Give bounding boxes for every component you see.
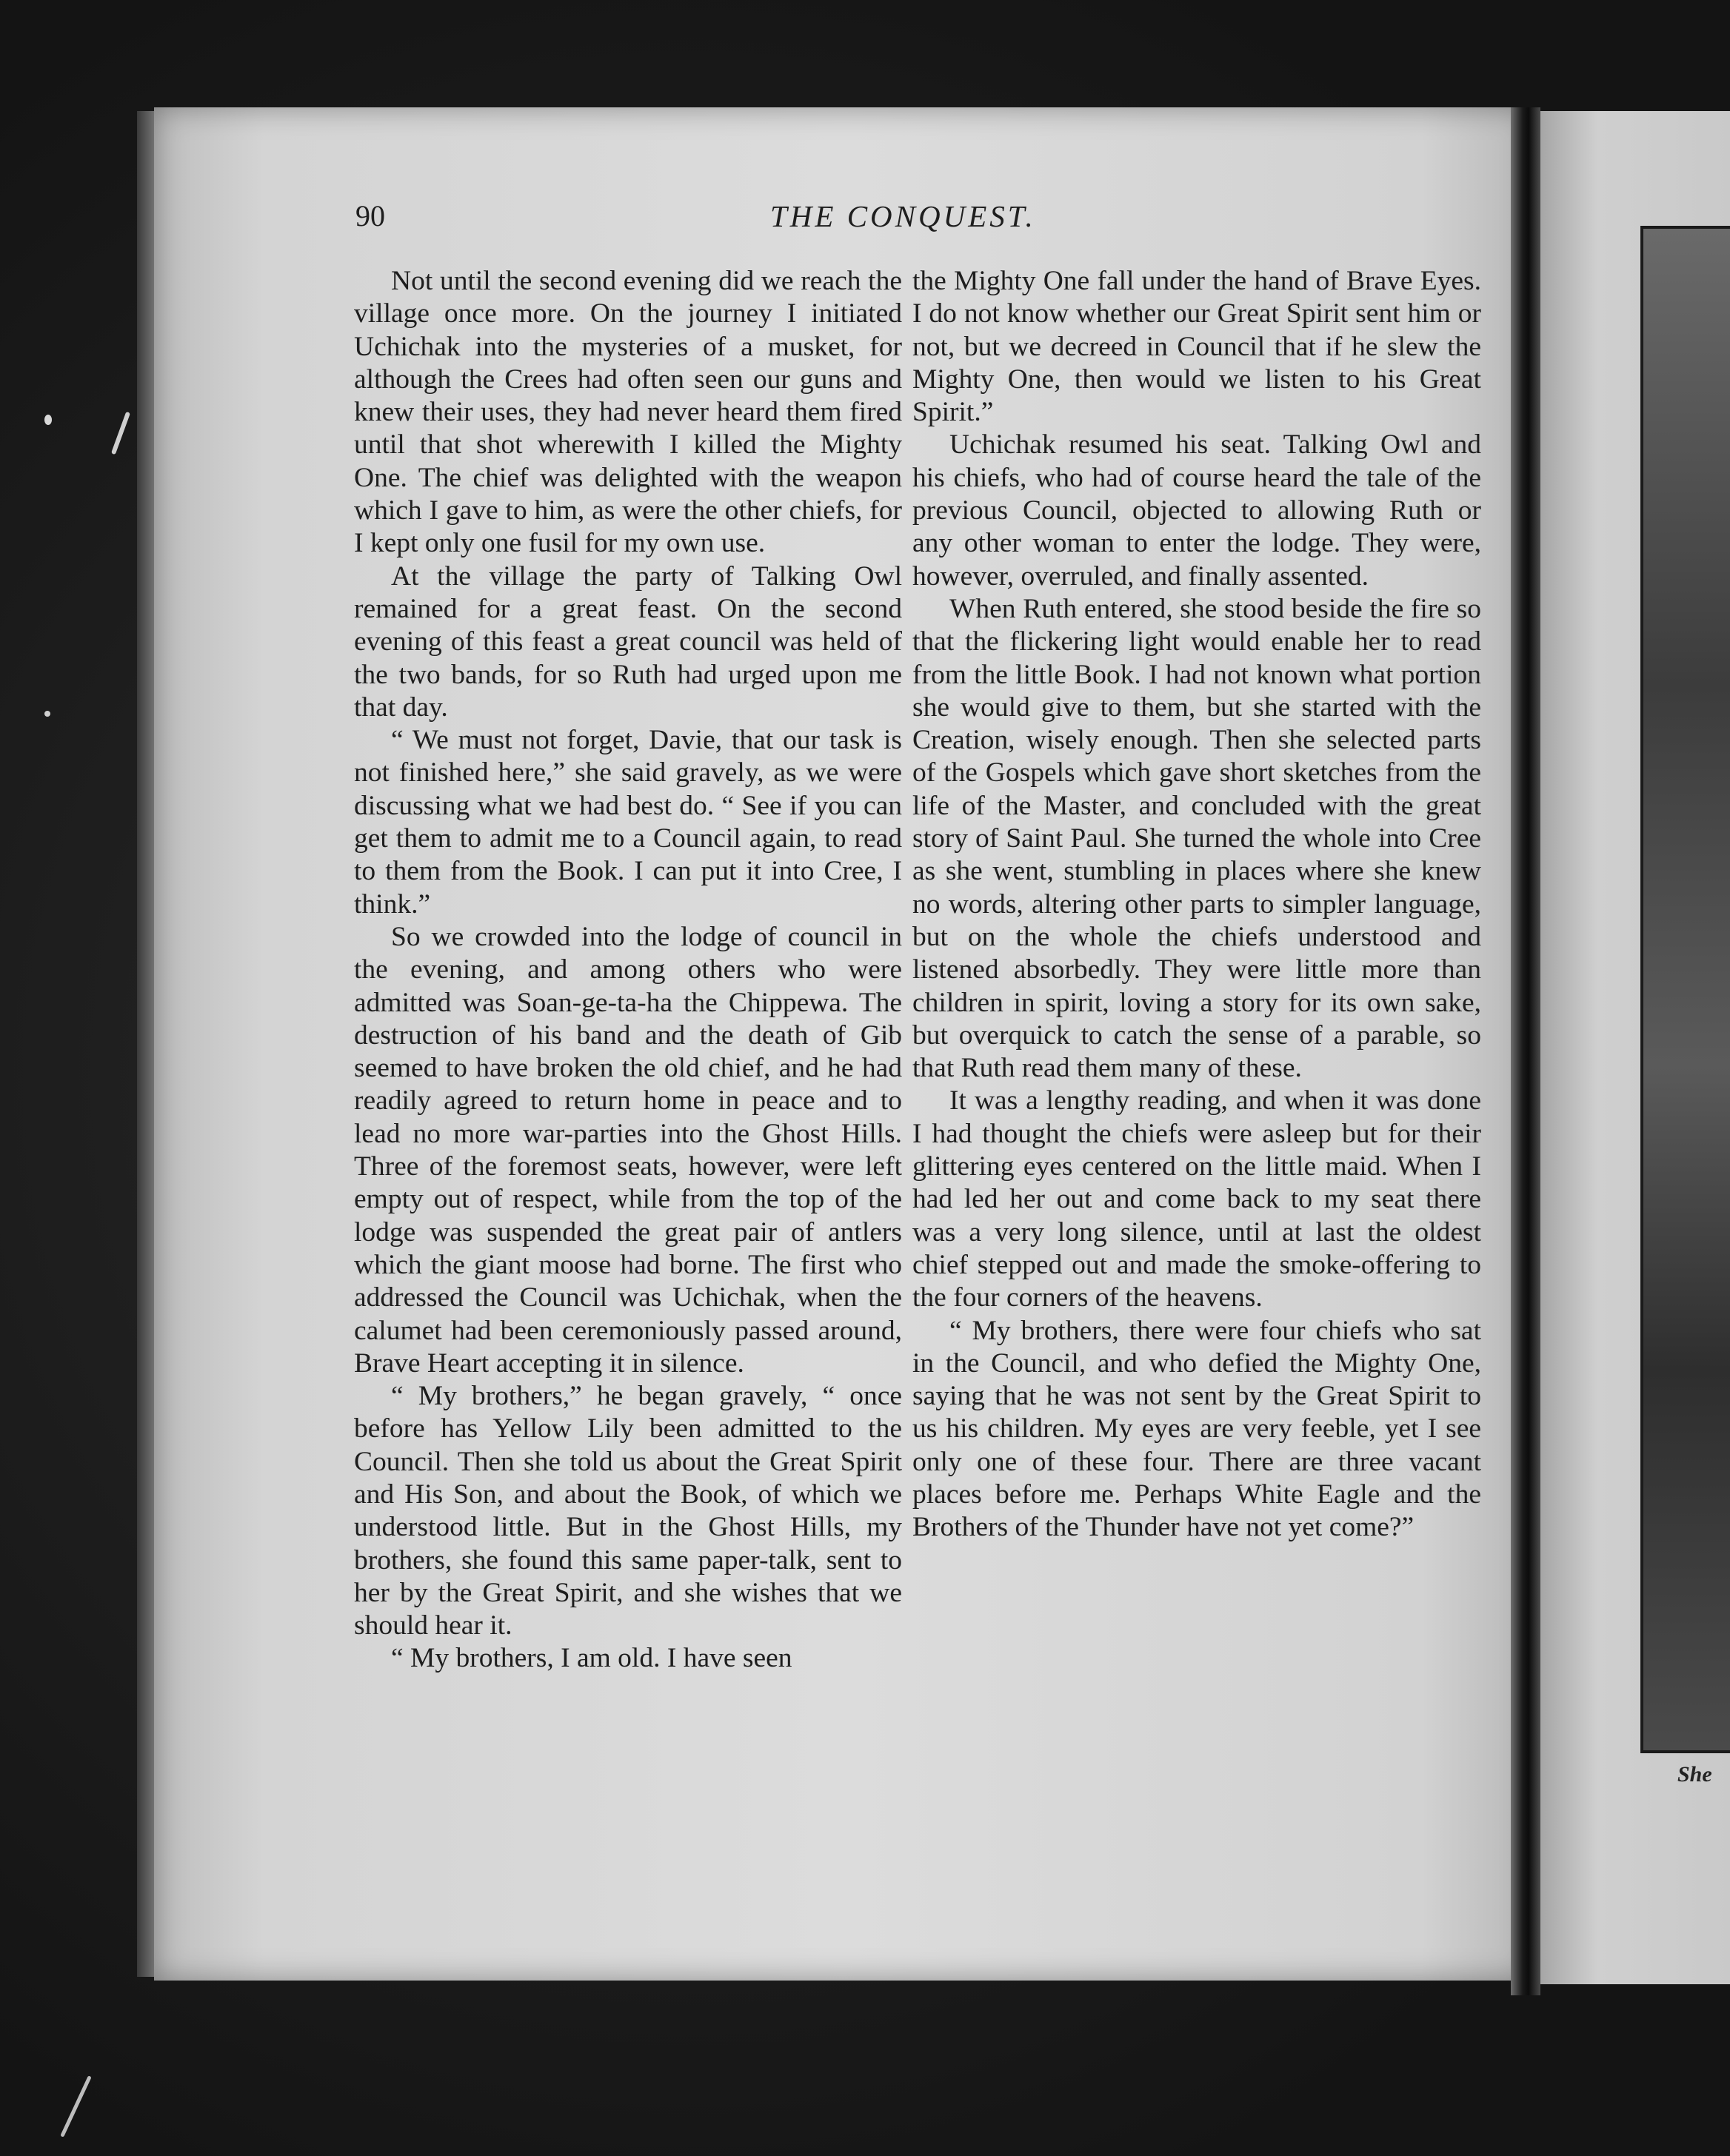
text-column-right <box>912 265 1481 1544</box>
film-speck <box>44 711 50 717</box>
illustration-caption: She <box>1677 1762 1712 1787</box>
paragraph: So we crowded into the lodge of council in the evening, and among others who were admitted was Soan-ge-ta-ha the Chippewa. The destruction of his band and the death of Gib seemed to have broken the old chief, and he had readily agreed to return home in peace and to lead no more war-parties into the Ghost Hills. Three of the foremost seats, however, were left empty out of respect, while from the top of the lodge was suspended the great pair of antlers which the giant moose had borne. The first who addressed the Council was Uchichak, when the calumet had been ceremoniously passed around, Brave Heart accepting it in silence. <box>354 921 902 1379</box>
paragraph: It was a lengthy reading, and when it was done I had thought the chiefs were asleep but for their glittering eyes centered on the little maid. When I had led her out and come back to my seat there was a very long silence, until at last the oldest chief stepped out and made the smoke-offering to the four corners of the heavens. <box>912 1085 1481 1313</box>
page-number: 90 <box>355 199 385 232</box>
film-speck <box>44 415 52 425</box>
paragraph-continued: the Mighty One fall under the hand of Brave Eyes. I do not know whether our Great Spirit sent him or not, but we decreed in Council that if he slew the Mighty One, then would we listen to his Great Spirit.” <box>912 266 1481 428</box>
paragraph: When Ruth entered, she stood beside the fire so that the flickering light would enable her to read from the little Book. I had not known what portion she would give to them, but she started with the Creation, wisely enough. Then she selected parts of the Gospels which gave short sketches from the life of the Master, and concluded with the great story of Saint Paul. She turned the whole into Cree as she went, stumbling in places where she knew no words, altering other parts to simpler language, but on the whole the chiefs understood and listened absorbedly. They were little more than children in spirit, loving a story for its own sake, but overquick to catch the sense of a parable, so that Ruth read them many of these. <box>912 593 1481 1084</box>
paragraph: “ My brothers,” he began gravely, “ once before has Yellow Lily been admitted to the Council. Then she told us about the Great Spirit and His Son, and about the Book, of which we understood little. But in the Ghost Hills, my brothers, she found this same paper-talk, sent to her by the Great Spirit, and she wishes that we should hear it. <box>354 1381 902 1641</box>
paragraph: “ My brothers, there were four chiefs who sat in the Council, and who defied the Mighty One, saying that he was not sent by the Great Spirit to us his children. My eyes are very feeble, yet I see only one of these four. There are three vacant places before me. Perhaps White Eagle and the Brothers of the Thunder have not yet come?” <box>912 1315 1481 1543</box>
text-column-left <box>354 265 902 1675</box>
paragraph: “ We must not forget, Davie, that our task is not finished here,” she said gravely, as we were discussing what we had best do. “ See if you can get them to admit me to a Council again, to read to them from the Book. I can put it into Cree, I think.” <box>354 725 902 920</box>
paragraph: At the village the party of Talking Owl remained for a great feast. On the second evening of this feast a great council was held of the two bands, for so Ruth had urged upon me that day. <box>354 560 902 723</box>
facing-page-illustration <box>1640 226 1730 1753</box>
book-gutter <box>1511 107 1540 1995</box>
paragraph: Not until the second evening did we reach the village once more. On the journey I initiated Uchichak into the mysteries of a musket, for although the Crees had often seen our guns and knew their uses, they had never heard them fired until that shot wherewith I killed the Mighty One. The chief was delighted with the weapon which I gave to him, as were the other chiefs, for I kept only one fusil for my own use. <box>354 266 902 559</box>
running-title: THE CONQUEST. <box>770 199 1036 233</box>
paragraph: “ My brothers, I am old. I have seen <box>391 1643 792 1674</box>
paragraph: Uchichak resumed his seat. Talking Owl and his chiefs, who had of course heard the tale of the previous Council, objected to allowing Ruth or any other woman to enter the lodge. They were, however, overruled, and finally assented. <box>912 429 1481 592</box>
